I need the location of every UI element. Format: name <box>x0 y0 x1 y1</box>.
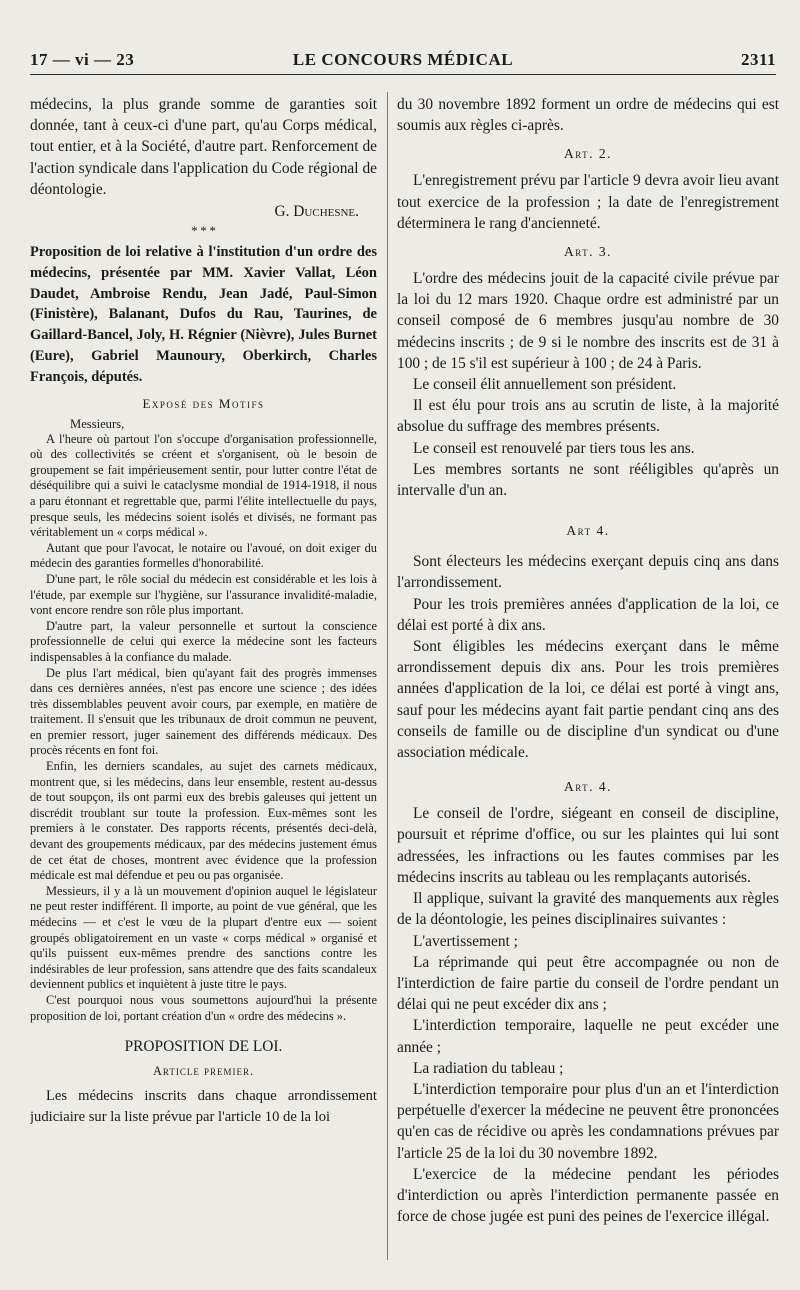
article-2-heading: Art. 2. <box>563 146 613 162</box>
article-3-paragraph: Le conseil est renouvelé par tiers tous les ans. <box>413 439 695 457</box>
motifs-paragraph: De plus l'art médical, bien qu'ayant fait des progrès immenses dans ces dernières années, n'est pas encore une science ; des idées très dissemblables peuvent avoir cours, par exemple, en matière de traitement. Il s'ensuit que les tribunaux de droit commun ne peuvent, en premier ressort, juger sainement des différends médicaux. Des procès récents en font foi. <box>30 665 377 758</box>
article-4-second-heading: Art. 4. <box>563 779 613 795</box>
page-number: 2311 <box>740 50 776 69</box>
motifs-paragraph: D'une part, le rôle social du médecin est considérable et les lois à l'étude, par exemple sur l'hygiène, sur l'assurance invalidité-maladie, vont encore rendre son rôle plus important. <box>30 571 377 618</box>
motifs-paragraph: D'autre part, la valeur personnelle et surtout la conscience professionnelle de celui qui exerce la médecine sont les facteurs indispensables à la confiance du malade. <box>30 618 377 664</box>
motifs-paragraph: C'est pourquoi nous vous soumettons aujourd'hui la présente proposition de loi, portant création d'un « ordre des médecins ». <box>30 992 377 1023</box>
article-first-heading: Article premier. <box>152 1064 255 1079</box>
article-3-paragraph: L'ordre des médecins jouit de la capacité civile prévue par la loi du 12 mars 1920. Chaque ordre est administré par un conseil composé de 6 membres jusqu'au nombre de 30 médecins inscrits ; de 9 si le nombre des inscrits est de 31 à 100 ; de 15 s'il est supérieur à 100 ; de 24 à Paris. <box>397 270 779 372</box>
proposition-heading: PROPOSITION DE LOI. <box>124 1038 283 1056</box>
section-separator: * * * <box>191 223 216 239</box>
article-4-paragraph: Sont électeurs les médecins exerçant depuis cinq ans dans l'arrondissement. <box>397 553 779 592</box>
right-column <box>397 94 779 1250</box>
article-2-text: L'enregistrement prévu par l'article 9 devra avoir lieu avant tout exercice de la profession ; la date de l'enregistrement déterminera le rang d'ancienneté. <box>397 172 779 232</box>
intro-paragraph: médecins, la plus grande somme de garanties soit donnée, tant à ceux-ci d'une part, qu'au Corps médical, tout entier, et à la Société, d'autre part. Renforcement de l'action syndicale dans l'application du Code régional de déontologie. <box>30 96 377 198</box>
article-3-paragraph: Il est élu pour trois ans au scrutin de liste, à la majorité absolue du suffrage des membres présents. <box>397 397 779 436</box>
motifs-paragraph: A l'heure où partout l'on s'occupe d'organisation professionnelle, où des collectivités se créent et s'organisent, où le besoin de groupement se fait impérieusement sentir, pour lutter contre l'état de déséquilibre qui a suivi le cataclysme mondial de 1914-1918, il nous a paru étonnant et regrettable que, parmi l'élite intellectuelle du pays, presque seuls, les médecins soient isolés et divisés, ne formant pas véritablement un « corps médical ». <box>30 431 377 540</box>
header-rule <box>30 74 776 75</box>
penalty-item: L'avertissement ; <box>413 932 518 950</box>
bill-title: Proposition de loi relative à l'institution d'un ordre des médecins, présentée par MM. Xavier Vallat, Léon Daudet, Ambroise Rendu, Jean Jadé, Paul-Simon (Finistère), Balanant, Dufos du Rau, Taurines, de Gaillard-Bancel, Joly, H. Régnier (Nièvre), Jules Burnet (Eure), Gabriel Maunoury, Oberkirch, Charles François, députés. <box>30 244 377 385</box>
article-first-text: Les médecins inscrits dans chaque arrondissement judiciaire sur la liste prévue par l'article 10 de la loi <box>30 1088 377 1126</box>
discipline-paragraph: L'exercice de la médecine pendant les périodes d'interdiction ou après l'interdiction permanente passée en force de chose jugée est puni des peines de l'exercice illégal. <box>397 1165 779 1226</box>
article-4-heading: Art 4. <box>566 523 610 539</box>
motifs-paragraph: Messieurs, il y a là un mouvement d'opinion auquel le législateur ne peut rester indifférent. Il importe, au point de vue général, que les médecins — et c'est le vœu de la plupart d'entre eux — soient groupés obligatoirement en un vaste « corps médical » organisé et qu'ils puissent eux-mêmes prendre des sanctions contre les indésirables de leur profession, sans attendre que des faits scandaleux deviennent publics et inquiètent à juste titre le pays. <box>30 883 377 992</box>
journal-title: LE CONCOURS MÉDICAL <box>292 50 514 69</box>
running-header <box>30 46 776 74</box>
article-3-paragraph: Les membres sortants ne sont rééligibles qu'après un intervalle d'un an. <box>397 460 779 500</box>
article-4-paragraph: Sont éligibles les médecins exerçant dans le même arrondissement depuis dix ans. Pour les trois premières années d'application de la loi, ce délai est porté à vingt ans, sauf pour les médecins ayant fait partie pendant cinq ans des conseils de famille ou de discipline d'un syndicat ou d'une association médicale. <box>397 638 779 762</box>
article-3-heading: Art. 3. <box>563 244 613 260</box>
column-divider <box>387 92 388 1260</box>
motifs-paragraph: Enfin, les derniers scandales, au sujet des carnets médicaux, montrent que, si les médecins, dans leur ensemble, restent au-dessus de tout soupçon, ils ont parmi eux des brebis galeuses qui jettent un discrédit troublant sur toute la profession. Eux-mêmes sont les premiers à le constater. Des rapports récents, présentés deci-delà, devant des groupements médicaux, par des médecins justement émus de cet état de choses, montrent avec évidence que la profession médicale est mal défendue et peu ou pas organisée. <box>30 759 377 883</box>
section-heading-motifs: Exposé des Motifs <box>142 395 265 411</box>
article-continuation: du 30 novembre 1892 forment un ordre de médecins qui est soumis aux règles ci-après. <box>397 96 779 135</box>
discipline-paragraph: Il applique, suivant la gravité des manquements aux règles de la déontologie, les peines disciplinaires suivantes : <box>397 890 779 929</box>
article-4-paragraph: Pour les trois premières années d'application de la loi, ce délai est porté à dix ans. <box>397 595 779 634</box>
author-signature: G. Duchesne. <box>274 203 359 221</box>
issue-date: 17 — vi — 23 <box>30 50 135 69</box>
penalty-item: La radiation du tableau ; <box>413 1059 564 1077</box>
discipline-paragraph: Le conseil de l'ordre, siégeant en conseil de discipline, poursuit et réprime d'office, ou sur les plaintes qui lui sont adressées, les infractions ou les fautes commises par les médecins inscrits au tableau ou les remplaçants autorisés. <box>397 805 779 886</box>
discipline-paragraph: L'interdiction temporaire pour plus d'un an et l'interdiction perpétuelle d'exercer la médecine ne peuvent être prononcées qu'en cas de récidive ou après les condamnations prévues par l'article 25 de la loi du 30 novembre 1892. <box>397 1080 779 1162</box>
salutation: Messieurs, <box>70 416 125 431</box>
penalty-item: L'interdiction temporaire, laquelle ne peut excéder une année ; <box>397 1017 779 1056</box>
motifs-paragraph: Autant que pour l'avocat, le notaire ou l'avoué, on doit exiger du médecin des garanties formelles d'honorabilité. <box>30 540 377 571</box>
article-3-paragraph: Le conseil élit annuellement son président. <box>413 376 677 394</box>
left-column <box>30 94 377 1250</box>
penalty-item: La réprimande qui peut être accompagnée ou non de l'interdiction de faire partie du conseil de l'ordre pendant un délai qui ne peut excéder dix ans ; <box>397 953 779 1014</box>
